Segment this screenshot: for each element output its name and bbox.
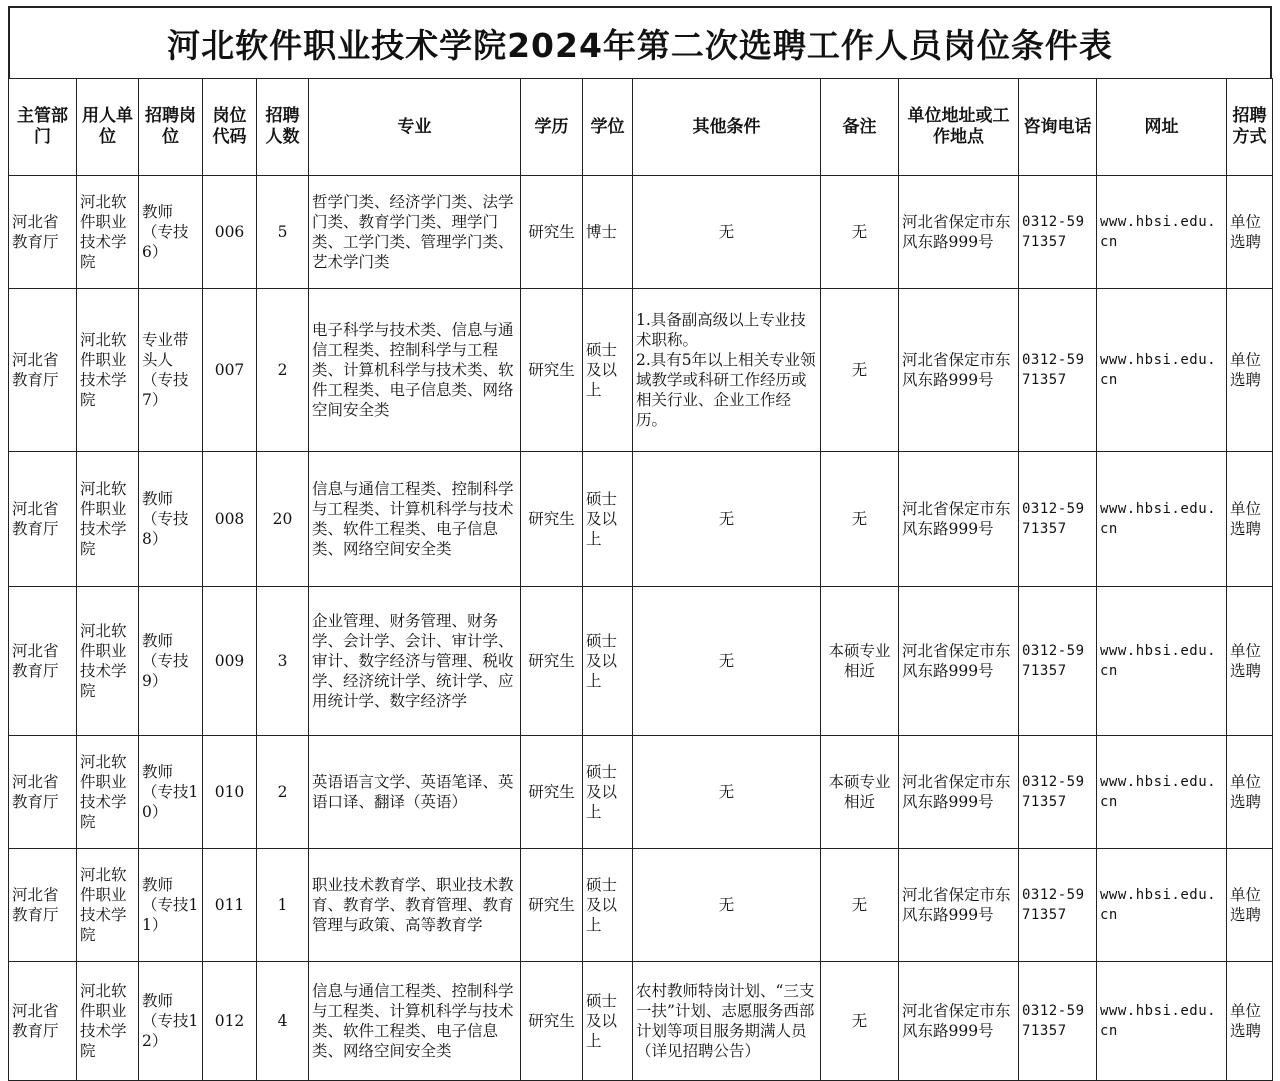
cell-count: 2 xyxy=(257,289,309,452)
header-other: 其他条件 xyxy=(633,79,821,176)
cell-website[interactable]: www.hbsi.edu.cn xyxy=(1097,736,1227,849)
cell-note: 无 xyxy=(821,289,899,452)
cell-website[interactable]: www.hbsi.edu.cn xyxy=(1097,176,1227,289)
cell-position: 教师（专技8） xyxy=(139,452,203,587)
cell-dept: 河北省教育厅 xyxy=(9,452,77,587)
cell-note: 无 xyxy=(821,962,899,1081)
table-row xyxy=(9,962,1273,1081)
cell-code: 007 xyxy=(203,289,257,452)
cell-dept: 河北省教育厅 xyxy=(9,849,77,962)
cell-degree: 硕士及以上 xyxy=(583,849,633,962)
cell-phone: 0312-5971357 xyxy=(1019,736,1097,849)
header-degree: 学位 xyxy=(583,79,633,176)
cell-major: 哲学门类、经济学门类、法学门类、教育学门类、理学门类、工学门类、管理学门类、艺术学门类 xyxy=(309,176,521,289)
cell-note: 本硕专业相近 xyxy=(821,736,899,849)
cell-dept: 河北省教育厅 xyxy=(9,587,77,736)
cell-code: 010 xyxy=(203,736,257,849)
cell-count: 1 xyxy=(257,849,309,962)
cell-code: 006 xyxy=(203,176,257,289)
cell-major: 企业管理、财务管理、财务学、会计学、会计、审计学、审计、数字经济与管理、税收学、经济统计学、统计学、应用统计学、数字经济学 xyxy=(309,587,521,736)
table-row xyxy=(9,587,1273,736)
cell-unit: 河北软件职业技术学院 xyxy=(77,289,139,452)
cell-unit: 河北软件职业技术学院 xyxy=(77,452,139,587)
cell-website[interactable]: www.hbsi.edu.cn xyxy=(1097,452,1227,587)
cell-position: 专业带头人（专技7） xyxy=(139,289,203,452)
cell-education: 研究生 xyxy=(521,289,583,452)
header-code: 岗位代码 xyxy=(203,79,257,176)
page-title: 河北软件职业技术学院2024年第二次选聘工作人员岗位条件表 xyxy=(8,6,1272,78)
cell-dept: 河北省教育厅 xyxy=(9,962,77,1081)
cell-education: 研究生 xyxy=(521,176,583,289)
cell-method: 单位选聘 xyxy=(1227,962,1273,1081)
cell-address: 河北省保定市东风东路999号 xyxy=(899,452,1019,587)
cell-code: 012 xyxy=(203,962,257,1081)
cell-address: 河北省保定市东风东路999号 xyxy=(899,962,1019,1081)
header-phone: 咨询电话 xyxy=(1019,79,1097,176)
cell-position: 教师（专技6） xyxy=(139,176,203,289)
cell-position: 教师（专技10） xyxy=(139,736,203,849)
cell-degree: 硕士及以上 xyxy=(583,587,633,736)
cell-note: 无 xyxy=(821,849,899,962)
cell-other: 无 xyxy=(633,452,821,587)
cell-phone: 0312-5971357 xyxy=(1019,962,1097,1081)
header-method: 招聘方式 xyxy=(1227,79,1273,176)
header-address: 单位地址或工作地点 xyxy=(899,79,1019,176)
cell-address: 河北省保定市东风东路999号 xyxy=(899,176,1019,289)
cell-education: 研究生 xyxy=(521,736,583,849)
cell-count: 20 xyxy=(257,452,309,587)
cell-phone: 0312-5971357 xyxy=(1019,587,1097,736)
header-unit: 用人单位 xyxy=(77,79,139,176)
cell-phone: 0312-5971357 xyxy=(1019,176,1097,289)
cell-education: 研究生 xyxy=(521,849,583,962)
header-major: 专业 xyxy=(309,79,521,176)
cell-method: 单位选聘 xyxy=(1227,452,1273,587)
cell-count: 4 xyxy=(257,962,309,1081)
header-website: 网址 xyxy=(1097,79,1227,176)
table-row xyxy=(9,289,1273,452)
cell-major: 信息与通信工程类、控制科学与工程类、计算机科学与技术类、软件工程类、电子信息类、网络空间安全类 xyxy=(309,452,521,587)
cell-position: 教师（专技12） xyxy=(139,962,203,1081)
cell-unit: 河北软件职业技术学院 xyxy=(77,849,139,962)
cell-major: 英语语言文学、英语笔译、英语口译、翻译（英语） xyxy=(309,736,521,849)
cell-other: 无 xyxy=(633,587,821,736)
cell-education: 研究生 xyxy=(521,587,583,736)
cell-unit: 河北软件职业技术学院 xyxy=(77,962,139,1081)
cell-method: 单位选聘 xyxy=(1227,587,1273,736)
table-row xyxy=(9,176,1273,289)
cell-code: 008 xyxy=(203,452,257,587)
cell-website[interactable]: www.hbsi.edu.cn xyxy=(1097,587,1227,736)
cell-note: 无 xyxy=(821,452,899,587)
header-note: 备注 xyxy=(821,79,899,176)
cell-education: 研究生 xyxy=(521,452,583,587)
cell-degree: 硕士及以上 xyxy=(583,452,633,587)
cell-code: 011 xyxy=(203,849,257,962)
cell-unit: 河北软件职业技术学院 xyxy=(77,176,139,289)
cell-address: 河北省保定市东风东路999号 xyxy=(899,736,1019,849)
cell-method: 单位选聘 xyxy=(1227,289,1273,452)
cell-count: 2 xyxy=(257,736,309,849)
cell-major: 电子科学与技术类、信息与通信工程类、控制科学与工程类、计算机科学与技术类、软件工程类、电子信息类、网络空间安全类 xyxy=(309,289,521,452)
cell-unit: 河北软件职业技术学院 xyxy=(77,736,139,849)
header-row xyxy=(9,79,1273,176)
table-row xyxy=(9,849,1273,962)
cell-position: 教师（专技11） xyxy=(139,849,203,962)
cell-count: 5 xyxy=(257,176,309,289)
cell-phone: 0312-5971357 xyxy=(1019,289,1097,452)
cell-other: 无 xyxy=(633,849,821,962)
cell-degree: 博士 xyxy=(583,176,633,289)
document-page xyxy=(8,6,1272,1074)
cell-method: 单位选聘 xyxy=(1227,849,1273,962)
cell-method: 单位选聘 xyxy=(1227,176,1273,289)
cell-website[interactable]: www.hbsi.edu.cn xyxy=(1097,962,1227,1081)
cell-other: 农村教师特岗计划、“三支一扶”计划、志愿服务西部计划等项目服务期满人员（详见招聘公告） xyxy=(633,962,821,1081)
header-dept: 主管部门 xyxy=(9,79,77,176)
cell-major: 信息与通信工程类、控制科学与工程类、计算机科学与技术类、软件工程类、电子信息类、网络空间安全类 xyxy=(309,962,521,1081)
position-table xyxy=(8,78,1273,1081)
cell-note: 无 xyxy=(821,176,899,289)
cell-phone: 0312-5971357 xyxy=(1019,452,1097,587)
header-count: 招聘人数 xyxy=(257,79,309,176)
cell-website[interactable]: www.hbsi.edu.cn xyxy=(1097,289,1227,452)
header-education: 学历 xyxy=(521,79,583,176)
table-row xyxy=(9,736,1273,849)
cell-dept: 河北省教育厅 xyxy=(9,289,77,452)
cell-address: 河北省保定市东风东路999号 xyxy=(899,849,1019,962)
cell-address: 河北省保定市东风东路999号 xyxy=(899,587,1019,736)
cell-major: 职业技术教育学、职业技术教育、教育学、教育管理、教育管理与政策、高等教育学 xyxy=(309,849,521,962)
cell-dept: 河北省教育厅 xyxy=(9,736,77,849)
header-position: 招聘岗位 xyxy=(139,79,203,176)
cell-position: 教师（专技9） xyxy=(139,587,203,736)
cell-phone: 0312-5971357 xyxy=(1019,849,1097,962)
table-row xyxy=(9,452,1273,587)
cell-other: 无 xyxy=(633,176,821,289)
cell-address: 河北省保定市东风东路999号 xyxy=(899,289,1019,452)
cell-degree: 硕士及以上 xyxy=(583,736,633,849)
cell-code: 009 xyxy=(203,587,257,736)
cell-method: 单位选聘 xyxy=(1227,736,1273,849)
cell-other: 1.具备副高级以上专业技术职称。 2.具有5年以上相关专业领域教学或科研工作经历或相关行业、企业工作经历。 xyxy=(633,289,821,452)
cell-degree: 硕士及以上 xyxy=(583,289,633,452)
cell-website[interactable]: www.hbsi.edu.cn xyxy=(1097,849,1227,962)
cell-note: 本硕专业相近 xyxy=(821,587,899,736)
cell-unit: 河北软件职业技术学院 xyxy=(77,587,139,736)
cell-dept: 河北省教育厅 xyxy=(9,176,77,289)
cell-count: 3 xyxy=(257,587,309,736)
cell-degree: 硕士及以上 xyxy=(583,962,633,1081)
cell-education: 研究生 xyxy=(521,962,583,1081)
cell-other: 无 xyxy=(633,736,821,849)
